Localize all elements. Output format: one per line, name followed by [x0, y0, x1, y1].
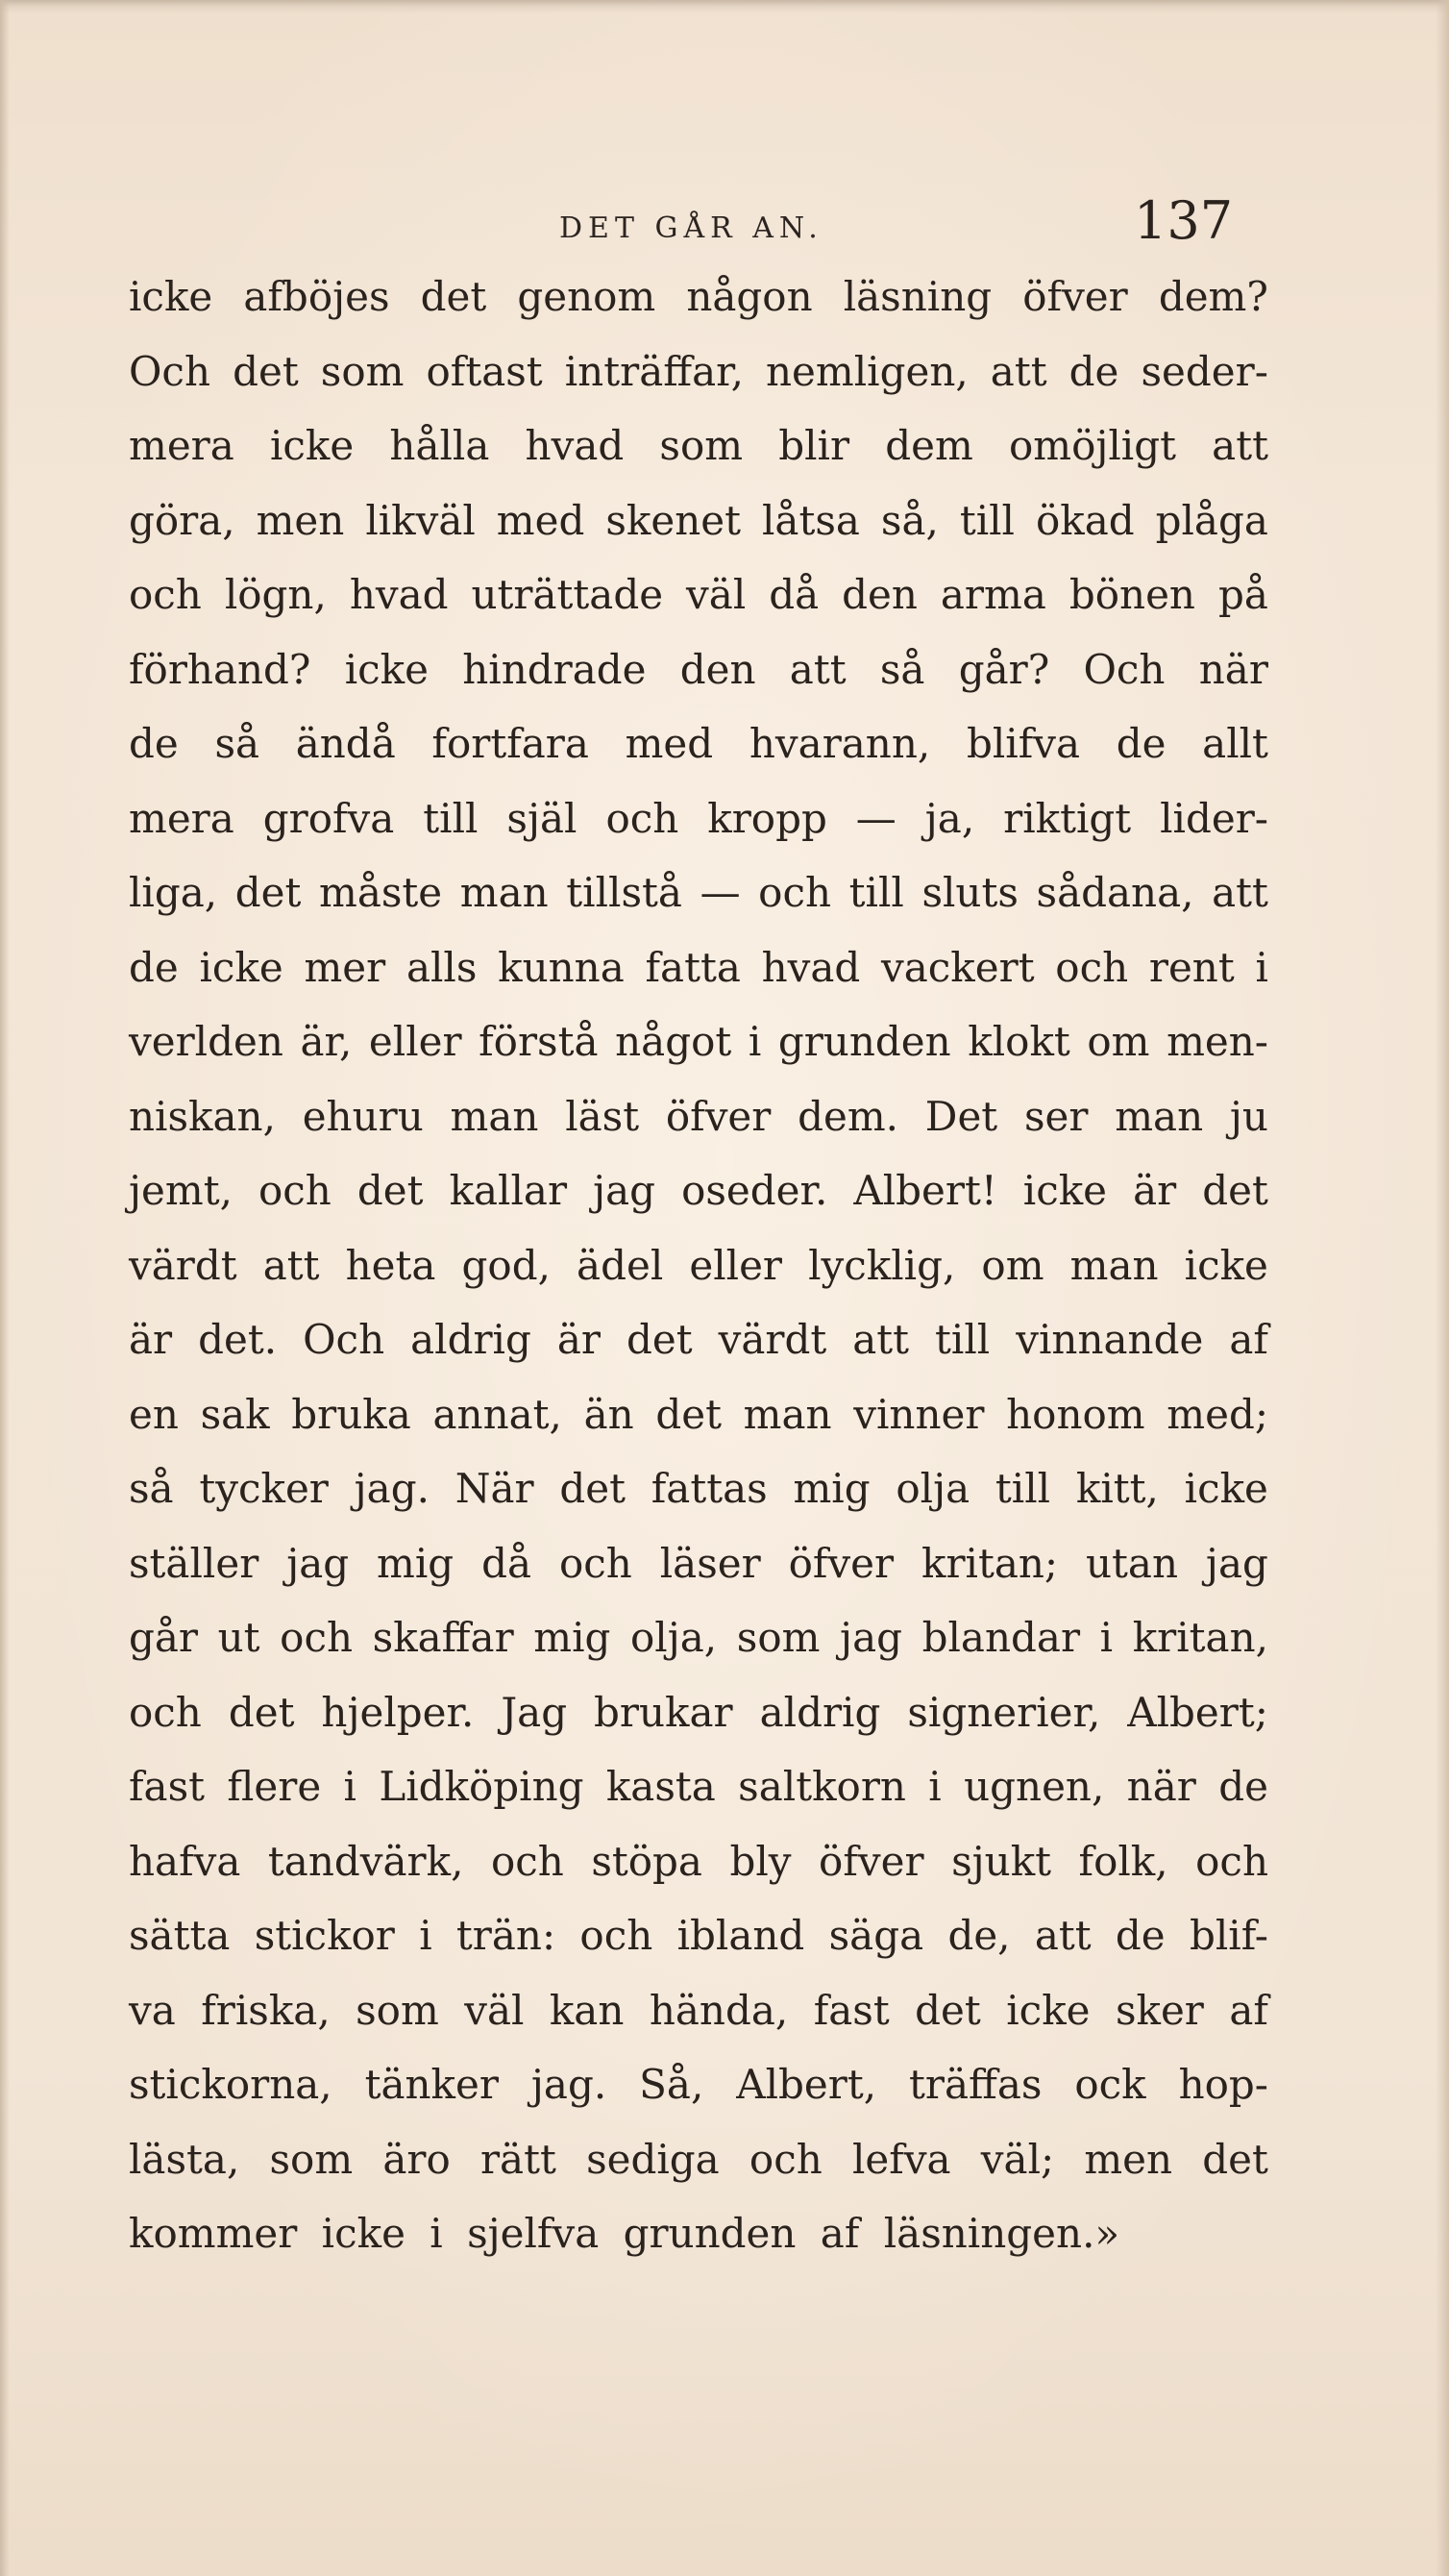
word: går — [129, 1614, 199, 1661]
word: till — [848, 869, 904, 916]
word: när — [1198, 645, 1268, 693]
word: oftast — [426, 347, 543, 395]
word: jag — [840, 1614, 902, 1661]
text-line — [129, 260, 1268, 334]
word: öfver — [1022, 273, 1128, 320]
word: — — [855, 794, 896, 842]
word: lider- — [1160, 794, 1268, 842]
word: seder- — [1141, 347, 1268, 395]
word: grofva — [262, 794, 395, 842]
text-line — [129, 855, 1268, 930]
text-line — [129, 1675, 1268, 1750]
word: att — [990, 347, 1047, 395]
word: mera — [129, 794, 234, 842]
word: stickorna, — [129, 2061, 332, 2108]
text-line — [129, 1898, 1268, 1973]
word: man — [1069, 1241, 1159, 1289]
word: Det — [924, 1092, 998, 1140]
word: de — [1115, 1912, 1166, 1959]
word: heta — [345, 1241, 436, 1289]
word: när — [1126, 1763, 1196, 1810]
word: hända, — [649, 1986, 789, 2034]
word: och — [1055, 943, 1129, 991]
word: ibland — [676, 1912, 805, 1959]
word: i — [928, 1763, 942, 1810]
word: fatta — [645, 943, 741, 991]
word: jemt, — [129, 1167, 233, 1214]
word: icke — [1006, 1986, 1091, 2034]
word: tandvärk, — [267, 1837, 464, 1885]
word: hvarann, — [749, 720, 931, 767]
word: och — [1195, 1837, 1268, 1885]
word: och — [129, 571, 202, 618]
text-line — [129, 409, 1268, 483]
word: är — [1133, 1167, 1177, 1214]
word: skenet — [605, 496, 741, 544]
word: som — [320, 347, 405, 395]
word: man — [450, 1092, 539, 1140]
word: signerier, — [907, 1688, 1101, 1736]
word: saltkorn — [738, 1763, 906, 1810]
word: kritan, — [1132, 1614, 1268, 1661]
word: arma — [940, 571, 1046, 618]
word: göra, — [129, 496, 235, 544]
word: det — [233, 347, 299, 395]
word: sediga — [586, 2135, 720, 2183]
word: det — [1202, 1167, 1268, 1214]
running-head — [0, 190, 1449, 258]
text-line — [129, 1079, 1268, 1154]
word: i — [1099, 1614, 1114, 1661]
word: brukar — [594, 1688, 733, 1736]
text-line — [129, 1153, 1268, 1228]
word: än — [583, 1390, 634, 1438]
word: läsning — [843, 273, 993, 320]
word: som — [356, 1986, 439, 2034]
word: liga, — [129, 869, 218, 916]
word: det — [234, 869, 302, 916]
word: ställer — [129, 1539, 259, 1587]
word: ändå — [295, 720, 396, 767]
text-line — [129, 930, 1268, 1005]
word: genom — [517, 273, 656, 320]
word: det — [1202, 2135, 1268, 2183]
page-edge-right — [1436, 0, 1449, 2576]
word: icke — [129, 273, 213, 320]
page-number: 137 — [1134, 190, 1234, 251]
word: omöjligt — [1008, 422, 1177, 469]
text-line — [129, 557, 1268, 632]
word: niskan, — [129, 1092, 276, 1140]
word: olja — [896, 1465, 970, 1512]
word: de — [129, 943, 179, 991]
word: lycklig, — [808, 1241, 956, 1289]
word: att — [1212, 422, 1268, 469]
word: Lidköping — [379, 1763, 584, 1810]
word: rent — [1148, 943, 1235, 991]
word: blif- — [1189, 1912, 1268, 1959]
word: hvad — [761, 943, 861, 991]
word: värdt — [129, 1241, 237, 1289]
word: riktigt — [1003, 794, 1132, 842]
word: oseder. — [681, 1167, 828, 1214]
word: ut — [217, 1614, 260, 1661]
word: olja, — [630, 1614, 718, 1661]
word: i — [1255, 943, 1268, 991]
word: dem. — [798, 1092, 899, 1140]
word: väl — [464, 1986, 525, 2034]
word: att — [1212, 869, 1268, 916]
word: att — [789, 645, 847, 693]
word: det — [655, 1390, 722, 1438]
word: Albert; — [1127, 1688, 1268, 1736]
word: fast — [813, 1986, 890, 2034]
word: då — [481, 1539, 532, 1587]
word: Och — [303, 1316, 385, 1363]
text-line — [129, 1749, 1268, 1824]
word: jag — [286, 1539, 350, 1587]
word: om — [1087, 1018, 1150, 1065]
word: till — [959, 496, 1015, 544]
word: den — [679, 645, 756, 693]
word: verlden — [129, 1018, 283, 1065]
word: Albert, — [736, 2061, 877, 2108]
word: stöpa — [591, 1837, 702, 1885]
word: jag — [1205, 1539, 1268, 1587]
word: det. — [198, 1316, 278, 1363]
text-line — [129, 1451, 1268, 1526]
word: något — [615, 1018, 732, 1065]
word: till — [935, 1316, 991, 1363]
word: icke — [1184, 1465, 1268, 1512]
word: och — [605, 794, 679, 842]
word: jag — [593, 1167, 656, 1214]
word: ehuru — [302, 1092, 424, 1140]
word: utan — [1085, 1539, 1179, 1587]
word: kan — [549, 1986, 625, 2034]
word: och — [749, 2135, 823, 2183]
word: ja, — [924, 794, 975, 842]
word: mig — [793, 1465, 871, 1512]
word: plåga — [1155, 496, 1268, 544]
word: fortfara — [431, 720, 589, 767]
word: öfver — [819, 1837, 924, 1885]
word: bruka — [291, 1390, 411, 1438]
text-line — [129, 781, 1268, 856]
word: men — [1084, 2135, 1173, 2183]
word: annat, — [432, 1390, 562, 1438]
word: nemligen, — [765, 347, 969, 395]
word: den — [842, 571, 918, 618]
word: tycker — [199, 1465, 329, 1512]
word: vinnande — [1016, 1316, 1204, 1363]
text-line — [129, 1824, 1268, 1899]
word: så — [879, 645, 925, 693]
word: icke — [344, 645, 429, 693]
text-line — [129, 632, 1268, 707]
word: Och — [129, 347, 211, 395]
word: dem — [885, 422, 973, 469]
word: men- — [1167, 1018, 1268, 1065]
word: hindrade — [462, 645, 647, 693]
word: Så, — [639, 2061, 704, 2108]
word: bönen — [1068, 571, 1195, 618]
word: och — [129, 1688, 202, 1736]
word: kropp — [707, 794, 827, 842]
word: är — [129, 1316, 173, 1363]
word: sluts — [921, 869, 1019, 916]
word: kunna — [498, 943, 625, 991]
word: i — [419, 1912, 432, 1959]
word: klokt — [968, 1018, 1070, 1065]
word: det — [626, 1316, 693, 1363]
word: mer — [304, 943, 386, 991]
word: det — [228, 1688, 295, 1736]
word: eller — [689, 1241, 782, 1289]
word: och — [258, 1167, 332, 1214]
word: träffas — [908, 2061, 1043, 2108]
word: honom — [1006, 1390, 1145, 1438]
word: eller — [368, 1018, 462, 1065]
word: mera — [129, 422, 234, 469]
word: vackert — [881, 943, 1035, 991]
word: Jag — [501, 1688, 568, 1736]
word: till — [423, 794, 479, 842]
text-line — [129, 1228, 1268, 1303]
word: ugnen, — [964, 1763, 1105, 1810]
word: som — [659, 422, 744, 469]
word: likväl — [365, 496, 476, 544]
word: öfver — [788, 1539, 895, 1587]
word: icke — [199, 943, 283, 991]
word: aldrig — [410, 1316, 531, 1363]
word: icke — [1022, 1167, 1108, 1214]
word: sak — [200, 1390, 270, 1438]
word: de — [1218, 1763, 1268, 1810]
word: måste — [319, 869, 443, 916]
word: så — [129, 1465, 174, 1512]
word: man — [1115, 1092, 1204, 1140]
word: lögn, — [224, 571, 327, 618]
word: inträffar, — [564, 347, 744, 395]
word: läser — [659, 1539, 761, 1587]
word: sker — [1115, 1986, 1204, 2034]
word: fast — [129, 1763, 206, 1810]
word: kallar — [449, 1167, 568, 1214]
word: vinner — [853, 1390, 985, 1438]
word: mig — [533, 1614, 611, 1661]
word: det — [420, 273, 487, 320]
word: man — [459, 869, 549, 916]
word: så, — [880, 496, 939, 544]
word: god, — [461, 1241, 551, 1289]
text-line — [129, 1377, 1268, 1452]
word: så — [214, 720, 260, 767]
word: låtsa — [761, 496, 860, 544]
word: någon — [686, 273, 813, 320]
text-line — [129, 1973, 1268, 2048]
word: afböjes — [243, 273, 390, 320]
word: som — [736, 1614, 821, 1661]
word: i — [748, 1018, 762, 1065]
word: de — [1068, 347, 1119, 395]
word: bly — [729, 1837, 792, 1885]
word: tillstå — [566, 869, 682, 916]
word: lefva — [851, 2135, 951, 2183]
word: trän: — [455, 1912, 556, 1959]
word: i — [343, 1763, 356, 1810]
word: sjukt — [951, 1837, 1052, 1885]
word: att — [1034, 1912, 1092, 1959]
word: hålla — [389, 422, 490, 469]
word: blir — [778, 422, 850, 469]
word: jag. — [530, 2061, 607, 2108]
word: alls — [405, 943, 478, 991]
text-line — [129, 483, 1268, 558]
word: aldrig — [759, 1688, 881, 1736]
word: va — [129, 1986, 176, 2034]
word: af — [1229, 1316, 1268, 1363]
word: men — [256, 496, 345, 544]
word: stickor — [254, 1912, 395, 1959]
word: med; — [1167, 1390, 1268, 1438]
word: går? — [958, 645, 1050, 693]
word: ädel — [577, 1241, 664, 1289]
word: af — [1229, 1986, 1268, 2034]
word: om — [981, 1241, 1044, 1289]
word: fattas — [651, 1465, 768, 1512]
text-line — [129, 2122, 1268, 2197]
word: det — [915, 1986, 981, 2034]
word: själ — [506, 794, 577, 842]
word: med — [496, 496, 585, 544]
word: Albert! — [853, 1167, 997, 1214]
word: ju — [1229, 1092, 1268, 1140]
word: hvad — [525, 422, 625, 469]
word: hop- — [1178, 2061, 1268, 2108]
word: att — [852, 1316, 910, 1363]
word: flere — [227, 1763, 322, 1810]
word: förhand? — [129, 645, 311, 693]
running-title: DET GÅR AN. — [559, 211, 823, 245]
word: är — [556, 1316, 602, 1363]
text-line — [129, 1526, 1268, 1601]
word: säga — [828, 1912, 924, 1959]
word: sådana, — [1036, 869, 1194, 916]
word: ser — [1023, 1092, 1089, 1140]
word: friska, — [201, 1986, 331, 2034]
word: de — [1116, 720, 1167, 767]
word: skaffar — [372, 1614, 514, 1661]
word: förstå — [479, 1018, 599, 1065]
word: väl — [686, 571, 747, 618]
text-line — [129, 706, 1268, 781]
text-line — [129, 1600, 1268, 1675]
page-edge-top — [0, 0, 1449, 13]
word: hvad — [349, 571, 449, 618]
word: Och — [1083, 645, 1166, 693]
word: sätta — [129, 1912, 231, 1959]
word: hafva — [129, 1837, 241, 1885]
word: de — [129, 720, 179, 767]
word: och — [280, 1614, 354, 1661]
body-text — [129, 260, 1268, 2271]
word: dem? — [1158, 273, 1268, 320]
text-line — [129, 1004, 1268, 1079]
word: och — [579, 1912, 653, 1959]
word: väl; — [980, 2135, 1055, 2183]
word: icke — [1184, 1241, 1268, 1289]
text-line — [129, 2047, 1268, 2122]
word: till — [995, 1465, 1051, 1512]
word: kritan; — [921, 1539, 1059, 1587]
text-line-last: kommer icke i sjelfva grunden af läsningen.» — [129, 2210, 1120, 2257]
word: blandar — [921, 1614, 1081, 1661]
word: värdt — [718, 1316, 827, 1363]
word: blifva — [966, 720, 1081, 767]
word: — — [700, 869, 741, 916]
word: och — [558, 1539, 632, 1587]
word: tänker — [364, 2061, 499, 2108]
text-line — [129, 1302, 1268, 1377]
page-edge-left — [0, 0, 10, 2576]
word: kitt, — [1075, 1465, 1159, 1512]
word: hjelper. — [321, 1688, 475, 1736]
word: då — [769, 571, 820, 618]
word: som — [269, 2135, 354, 2183]
word: på — [1217, 571, 1268, 618]
word: öfver — [665, 1092, 772, 1140]
word: och — [758, 869, 832, 916]
word: kasta — [605, 1763, 716, 1810]
word: och — [490, 1837, 564, 1885]
word: det — [356, 1167, 424, 1214]
word: jag. — [354, 1465, 430, 1512]
word: uträttade — [471, 571, 664, 618]
word: det — [559, 1465, 626, 1512]
word: allt — [1202, 720, 1268, 767]
word: med — [625, 720, 714, 767]
word: de, — [947, 1912, 1011, 1959]
word: mig — [377, 1539, 454, 1587]
text-line — [129, 334, 1268, 409]
word: lästa, — [129, 2135, 240, 2183]
word: är, — [300, 1018, 353, 1065]
word: en — [129, 1390, 179, 1438]
word: man — [743, 1390, 832, 1438]
word: att — [262, 1241, 320, 1289]
word: rätt — [479, 2135, 556, 2183]
word: icke — [269, 422, 355, 469]
word: ökad — [1035, 496, 1135, 544]
word: folk, — [1078, 1837, 1168, 1885]
word: läst — [565, 1092, 640, 1140]
word: grunden — [777, 1018, 951, 1065]
word: äro — [382, 2135, 451, 2183]
word: ock — [1074, 2061, 1146, 2108]
word: När — [454, 1465, 534, 1512]
